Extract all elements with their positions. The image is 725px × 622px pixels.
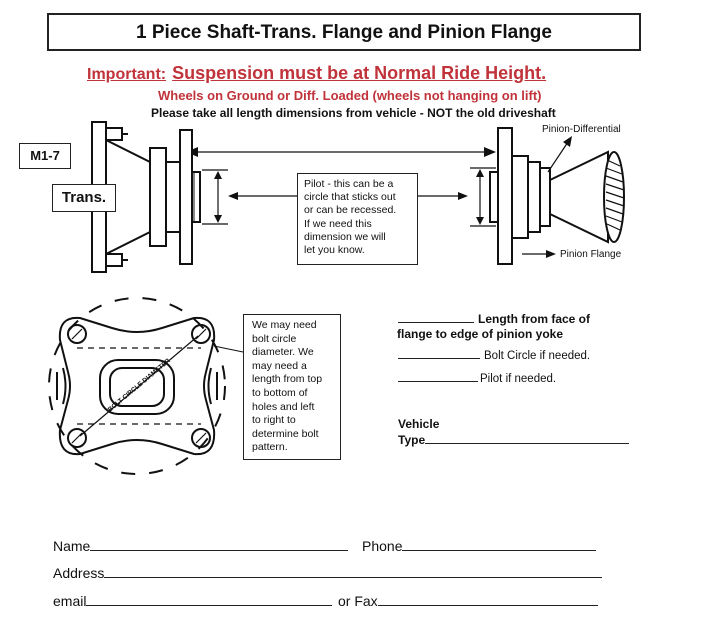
page-title: 1 Piece Shaft-Trans. Flange and Pinion Flange <box>47 13 641 51</box>
fax-label: or Fax <box>338 593 378 609</box>
pilot-note-box <box>297 173 418 265</box>
bolt-note-line: holes and left <box>252 400 315 413</box>
fax-field[interactable] <box>338 593 598 609</box>
phone-label: Phone <box>362 538 403 554</box>
important-label: Important: <box>87 66 167 83</box>
pilot-blank[interactable] <box>398 381 478 382</box>
pilot-note-line: circle that sticks out <box>304 191 396 204</box>
fax-blank[interactable] <box>378 605 598 606</box>
bolt-note-box <box>243 314 341 460</box>
phone-blank[interactable] <box>402 550 596 551</box>
trans-pilot-dimension <box>202 170 228 224</box>
bolt-note-line: bolt circle <box>252 332 297 345</box>
pilot-note-line: Pilot - this can be a <box>304 178 394 190</box>
pilot-label: Pilot if needed. <box>480 373 557 385</box>
important-notice <box>87 63 546 84</box>
model-code-box: M1-7 <box>19 143 71 169</box>
name-label: Name <box>53 538 91 554</box>
length-dimension-arrow <box>186 147 496 157</box>
address-field[interactable] <box>53 565 602 581</box>
length-label-line2: flange to edge of pinion yoke <box>397 327 564 341</box>
bolt-note-line: to right to <box>252 414 296 427</box>
bolt-note-line: diameter. We <box>252 346 314 359</box>
bolt-circle-field[interactable] <box>398 350 590 362</box>
pinion-differential-label: Pinion-Differential <box>542 124 621 135</box>
vehicle-label: Vehicle <box>398 417 440 431</box>
phone-field[interactable] <box>362 538 596 554</box>
type-blank[interactable] <box>425 443 629 444</box>
email-field[interactable] <box>53 593 332 609</box>
type-label: Type <box>398 433 426 447</box>
wheels-notice: Wheels on Ground or Diff. Loaded (wheels not hanging on lift) <box>158 88 542 103</box>
email-blank[interactable] <box>86 605 332 606</box>
pilot-note-line: If we need this <box>304 217 372 230</box>
length-field[interactable] <box>398 312 590 326</box>
bolt-note-line: may need a <box>252 359 307 372</box>
bolt-note-line: determine bolt <box>252 427 319 440</box>
pinion-flange-label: Pinion Flange <box>560 249 622 260</box>
bolt-note-line: to bottom of <box>252 386 308 399</box>
bolt-note-line: length from top <box>252 373 323 386</box>
vehicle-type-field[interactable] <box>398 433 629 447</box>
length-blank[interactable] <box>398 322 474 323</box>
pilot-note-line: let you know. <box>304 244 365 257</box>
name-field[interactable] <box>53 538 348 554</box>
trans-label-box: Trans. <box>52 184 116 212</box>
pilot-field[interactable] <box>398 373 556 385</box>
address-label: Address <box>53 565 105 581</box>
pilot-note-line: or can be recessed. <box>304 204 397 217</box>
length-label: Length from face of <box>478 312 591 326</box>
name-blank[interactable] <box>90 550 348 551</box>
dimensions-instruction: Please take all length dimensions from vehicle - NOT the old driveshaft <box>151 106 556 120</box>
email-label: email <box>53 593 87 609</box>
bolt-note-line: We may need <box>252 319 317 331</box>
bolt-circle-label: Bolt Circle if needed. <box>484 350 591 362</box>
bolt-circle-diameter-label: BOLT CIRCLE DIAMETER <box>106 357 172 414</box>
pilot-note-line: dimension we will <box>304 230 386 243</box>
pinion-flange <box>490 128 624 264</box>
important-message: Suspension must be at Normal Ride Height. <box>172 63 547 83</box>
bolt-circle-blank[interactable] <box>398 358 480 359</box>
bolt-note-line: pattern. <box>252 441 288 454</box>
address-blank[interactable] <box>104 577 602 578</box>
